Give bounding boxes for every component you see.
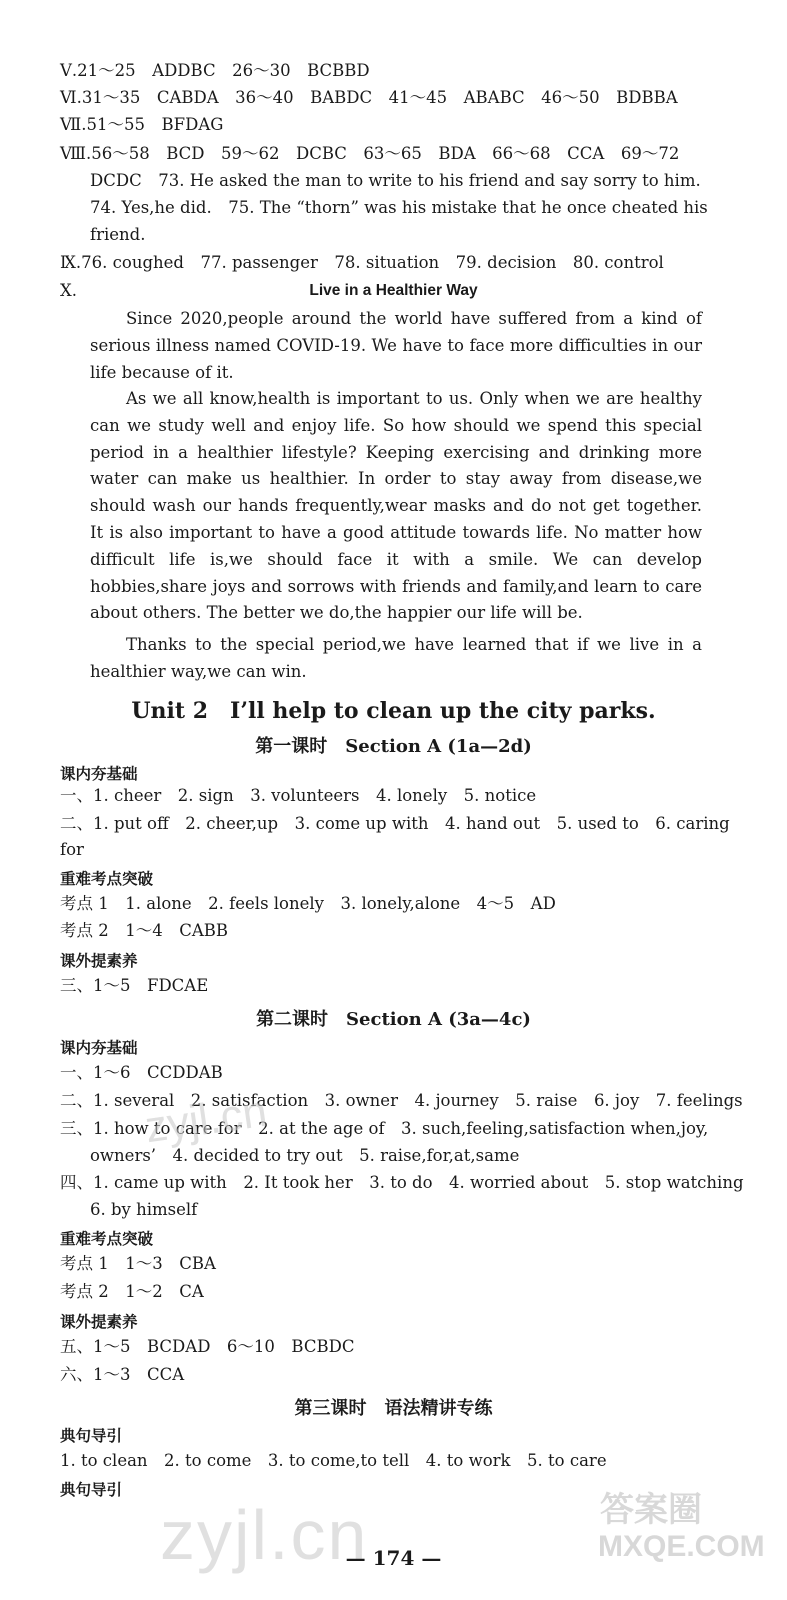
section-3-title: 第三课时 语法精讲专练 bbox=[294, 1398, 493, 1419]
essay-paragraph-3: Thanks to the special period,we have learned that if we live in a healthier way,we can win. bbox=[90, 635, 702, 681]
subheading: 课外提素养 bbox=[60, 1314, 138, 1331]
answer-line: 二、1. several 2. satisfaction 3. owner 4. journey 5. raise 6. joy 7. feelings bbox=[60, 1091, 743, 1110]
answer-line: 五、1～5 BCDAD 6～10 BCBDC bbox=[60, 1337, 355, 1356]
watermark: zyjl.cn bbox=[142, 1086, 270, 1153]
answer-line: 考点 1 1～3 CBA bbox=[60, 1254, 216, 1273]
answer-line: 考点 2 1～2 CA bbox=[60, 1282, 204, 1301]
section-1-title: 第一课时 Section A (1a—2d) bbox=[255, 736, 532, 757]
page-number: — 174 — bbox=[345, 1546, 442, 1570]
watermark-logo: 答案圈 bbox=[600, 1490, 702, 1530]
answer-line: 四、1. came up with 2. It took her 3. to do 4. worried about 5. stop watching bbox=[60, 1173, 744, 1192]
subheading: 典句导引 bbox=[60, 1482, 123, 1499]
answer-line: 1. to clean 2. to come 3. to come,to tell 4. to work 5. to care bbox=[60, 1451, 607, 1470]
essay-title: Live in a Healthier Way bbox=[309, 282, 478, 299]
answer-line: 6. by himself bbox=[90, 1200, 198, 1219]
subheading: 重难考点突破 bbox=[60, 1231, 154, 1248]
subheading: 课内夯基础 bbox=[60, 1040, 138, 1057]
answer-line-v: Ⅴ.21～25 ADDBC 26～30 BCBBD bbox=[60, 61, 370, 80]
subheading: 课内夯基础 bbox=[60, 766, 138, 783]
answer-line: 六、1～3 CCA bbox=[60, 1365, 185, 1384]
answer-line-74-75: 74. Yes,he did. 75. The “thorn” was his mistake that he once cheated his bbox=[90, 198, 708, 217]
subheading: 课外提素养 bbox=[60, 953, 138, 970]
section-2-title: 第二课时 Section A (3a—4c) bbox=[256, 1009, 531, 1030]
answer-line: 考点 2 1～4 CABB bbox=[60, 921, 229, 940]
answer-line: owners’ 4. decided to try out 5. raise,for,at,same bbox=[90, 1146, 520, 1165]
answer-line-viii-cont: DCDC 73. He asked the man to write to his friend and say sorry to him. bbox=[90, 171, 701, 190]
watermark: zyjl.cn bbox=[160, 1496, 369, 1574]
answer-line: 三、1. how to care for 2. at the age of 3. such,feeling,satisfaction when,joy, bbox=[60, 1119, 709, 1138]
watermark-site: MXQE.COM bbox=[598, 1530, 765, 1563]
answer-line: 三、1～5 FDCAE bbox=[60, 976, 209, 995]
subheading: 重难考点突破 bbox=[60, 871, 154, 888]
answer-line: 二、1. put off 2. cheer,up 3. come up with 4. hand out 5. used to 6. caring bbox=[60, 814, 730, 833]
answer-line: 考点 1 1. alone 2. feels lonely 3. lonely,alone 4～5 AD bbox=[60, 894, 556, 913]
subheading: 典句导引 bbox=[60, 1428, 123, 1445]
essay-paragraph-2: As we all know,health is important to us. Only when we are healthy can we study well and enjoy life. So how should we spend this special period in a healthier lifestyle? Keeping exercising and drinking more water can make us healthier. In order to stay away from disease,we should wash our hands frequently,wear masks and do not get together. It is also important to have a good attitude towards life. No matter how difficult life is,we should face it with a smile. We can develop hobbies,share joys and sorrows with friends and family,and learn to care about others. The better we do,the happier our life will be. bbox=[90, 389, 702, 623]
answer-line-75-cont: friend. bbox=[90, 225, 146, 244]
essay-paragraph-1: Since 2020,people around the world have suffered from a kind of serious illness named COVID-19. We have to face more difficulties in our life because of it. bbox=[90, 309, 702, 382]
answer-line-viii: Ⅷ.56～58 BCD 59～62 DCBC 63～65 BDA 66～68 CCA 69～72 bbox=[60, 144, 680, 163]
answer-line-ix: Ⅸ.76. coughed 77. passenger 78. situation 79. decision 80. control bbox=[60, 253, 664, 272]
answer-line: 一、1～6 CCDDAB bbox=[60, 1063, 223, 1082]
answer-line-x: Ⅹ. bbox=[60, 281, 77, 300]
answer-line-vii: Ⅶ.51～55 BFDAG bbox=[60, 115, 224, 134]
answer-line: 一、1. cheer 2. sign 3. volunteers 4. lonely 5. notice bbox=[60, 786, 537, 805]
answer-line: for bbox=[60, 840, 84, 859]
unit-title: Unit 2 I’ll help to clean up the city parks. bbox=[131, 698, 656, 724]
answer-line-vi: Ⅵ.31～35 CABDA 36～40 BABDC 41～45 ABABC 46～50 BDBBA bbox=[60, 88, 678, 107]
